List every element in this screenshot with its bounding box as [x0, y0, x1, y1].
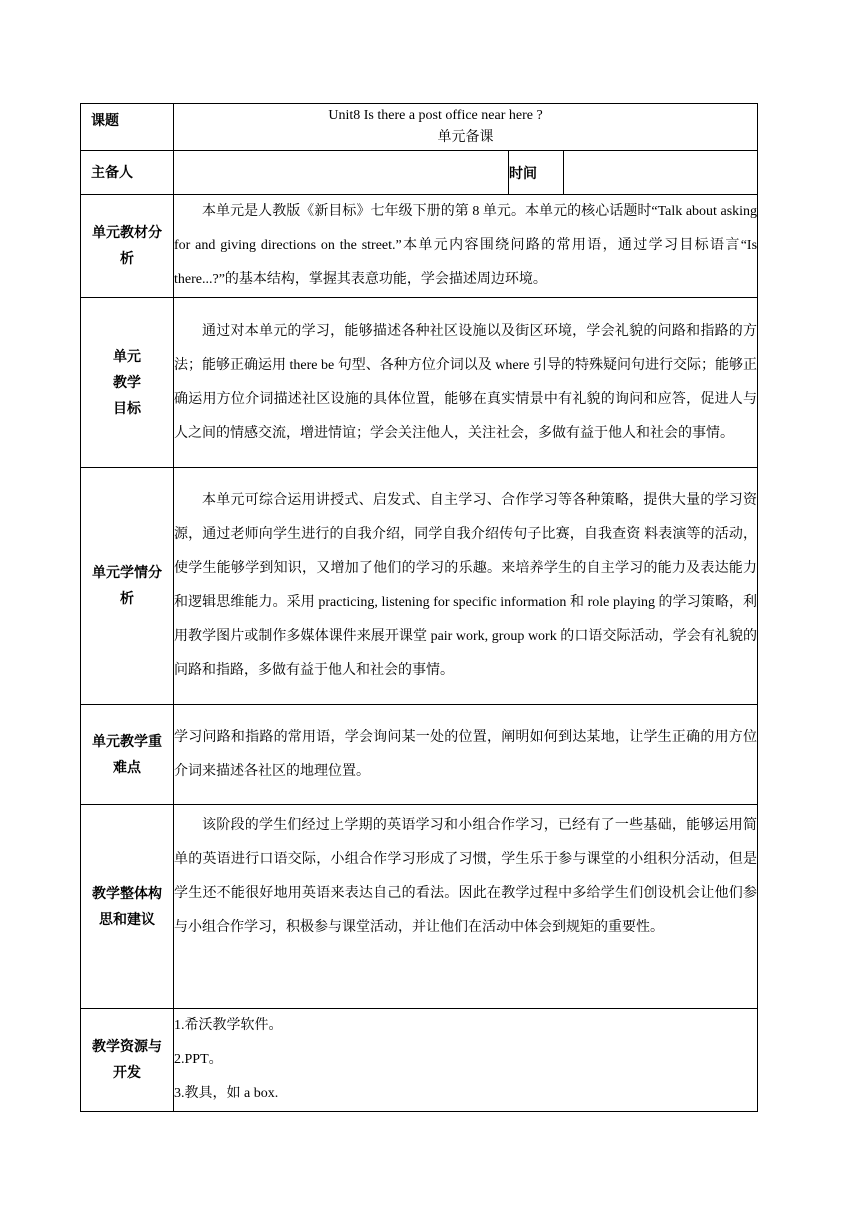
- list-item: 1.希沃教学软件。: [174, 1018, 283, 1033]
- row-label-line: 单元教学重: [92, 733, 162, 750]
- row-label-resources: [81, 1009, 174, 1112]
- row-label-key-points: [81, 705, 174, 805]
- row-label-line: 析: [120, 251, 134, 267]
- preparer-label: 主备人: [81, 151, 174, 195]
- key-points-text: 学习问路和指路的常用语，学会询问某一处的位置，阐明如何到达某地，让学生正确的用方位介词来描述各社区的地理位置。: [174, 730, 758, 779]
- time-value[interactable]: [564, 151, 758, 195]
- row-label-line: 教学资源与: [92, 1039, 162, 1055]
- table-row: [81, 195, 758, 298]
- row-label-line: 教学整体构: [92, 885, 162, 902]
- table-row: [81, 468, 758, 705]
- row-content-learners: [174, 468, 758, 705]
- row-label-line: 单元教材分: [92, 225, 162, 241]
- table-row: [81, 805, 758, 1009]
- table-row: [81, 298, 758, 468]
- time-label: 时间: [509, 151, 564, 195]
- row-label-line: 教学: [113, 374, 141, 391]
- preparer-row: [81, 151, 758, 195]
- row-label-line: 单元: [113, 348, 141, 365]
- row-label-learners: [81, 468, 174, 705]
- list-item: 2.PPT。: [174, 1052, 223, 1067]
- table-row: [81, 1009, 758, 1112]
- row-content-material: [174, 195, 758, 298]
- material-analysis-text: 本单元是人教版《新目标》七年级下册的第 8 单元。本单元的核心话题时“Talk about asking for and giving directions on the street.”本单元内容围绕问路的常用语，通过学习目标语言“Is there...?”的基本结构，掌握其表意功能，学会描述周边环境。: [174, 204, 758, 287]
- design-text: 该阶段的学生们经过上学期的英语学习和小组合作学习，已经有了一些基础，能够运用简单的英语进行口语交际，小组合作学习形成了习惯，学生乐于参与课堂的小组积分活动，但是学生还不能很好地用英语来表达自己的看法。因此在教学过程中多给学生们创设机会让他们参与小组合作学习，积极参与课堂活动，并让他们在活动中体会到规矩的重要性。: [174, 818, 758, 935]
- row-content-resources: [174, 1009, 758, 1112]
- row-content-design: [174, 805, 758, 1009]
- row-label-line: 开发: [113, 1065, 141, 1081]
- table-row: [81, 705, 758, 805]
- topic-title-cell: [174, 104, 758, 151]
- row-label-material: [81, 195, 174, 298]
- learner-analysis-text: 本单元可综合运用讲授式、启发式、自主学习、合作学习等各种策略，提供大量的学习资源，通过老师向学生进行的自我介绍，同学自我介绍传句子比赛，自我查资 料表演等的活动，使学生能够学到知识，又增加了他们的学习的乐趣。来培养学生的自主学习的能力及表达能力和逻辑思维能力。采用 practicing, listening for specific information 和 role playing 的学习策略，利用教学图片或制作多媒体课件来展开课堂 pair work, group work 的口语交际活动，学会有礼貌的问路和指路，多做有益于他人和社会的事情。: [174, 493, 758, 678]
- row-label-line: 单元学情分: [92, 565, 162, 581]
- topic-subtitle: 单元备课: [437, 130, 494, 145]
- row-label-line: 思和建议: [99, 911, 155, 928]
- topic-label: 课题: [81, 104, 174, 151]
- list-item: 3.教具，如 a box.: [174, 1086, 279, 1101]
- row-label-line: 难点: [113, 759, 141, 776]
- topic-row: [81, 104, 758, 151]
- row-label-line: 析: [120, 591, 134, 607]
- row-content-key-points: [174, 705, 758, 805]
- preparer-value[interactable]: [174, 151, 509, 195]
- row-label-design: [81, 805, 174, 1009]
- lesson-plan-table: [80, 103, 758, 1112]
- row-content-objectives: [174, 298, 758, 468]
- row-label-line: 目标: [113, 400, 141, 417]
- row-label-objectives: [81, 298, 174, 468]
- topic-title: Unit8 Is there a post office near here ?: [328, 108, 543, 123]
- objectives-text: 通过对本单元的学习，能够描述各种社区设施以及街区环境，学会礼貌的问路和指路的方法；能够正确运用 there be 句型、各种方位介词以及 where 引导的特殊疑问句进行交际；能够正确运用方位介词描述社区设施的具体位置，能够在真实情景中有礼貌的询问和应答，促进人与人之间的情感交流，增进情谊；学会关注他人，关注社会，多做有益于他人和社会的事情。: [174, 323, 758, 441]
